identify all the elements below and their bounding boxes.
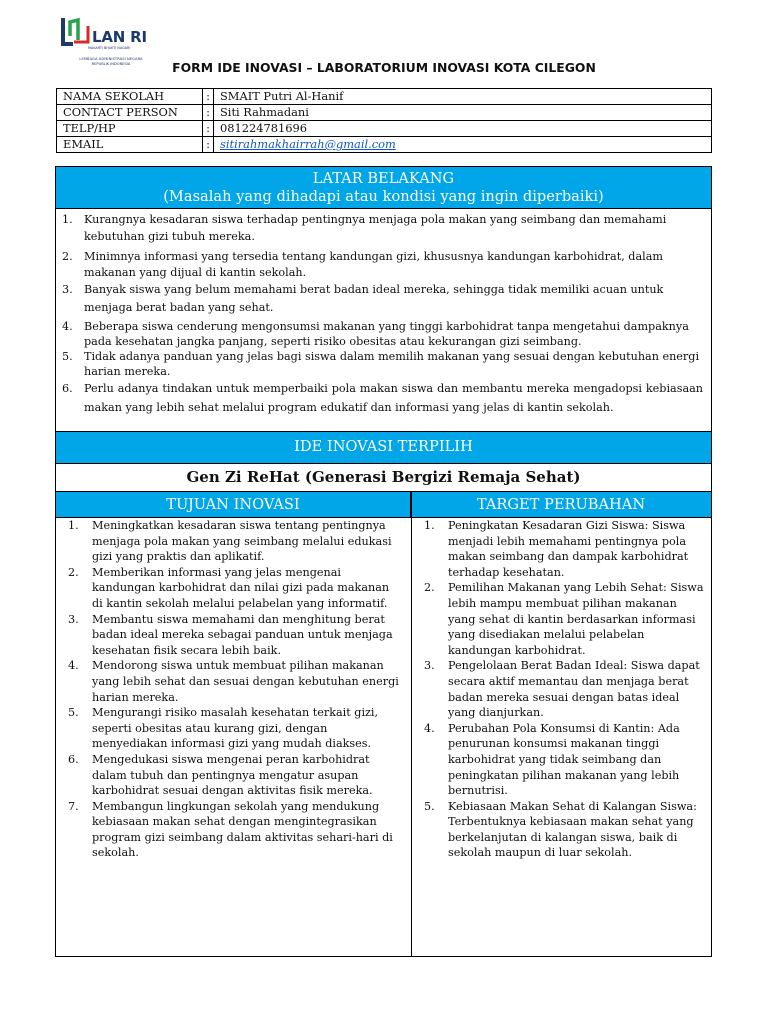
list-item: [56, 349, 703, 379]
list-item: [56, 705, 411, 752]
list-text: Meningkatkan kesadaran siswa tentang pentingnya menjaga pola makan yang seimbang melalui edukasi gizi yang praktis dan aplikatif.: [92, 519, 392, 564]
list-item: [56, 612, 411, 659]
list-text: Mendorong siswa untuk membuat pilihan makanan yang lebih sehat dan sesuai dengan kebutuhan energi harian mereka.: [92, 659, 399, 704]
list-item: [412, 799, 711, 861]
list-text: Membantu siswa memahami dan menghitung berat badan ideal mereka sebagai panduan untuk menjaga kesehatan fisik secara lebih baik.: [92, 612, 393, 657]
separator: :: [203, 105, 214, 121]
list-number: 3.: [424, 659, 435, 673]
list-text: Beberapa siswa cenderung mengonsumsi makanan yang tinggi karbohidrat tanpa mengetahui dampaknya pada kesehatan jangka panjang, seperti risiko obesitas atau kekurangan gizi seimbang.: [84, 320, 689, 348]
list-text: Kurangnya kesadaran siswa terhadap pentingnya menjaga pola makan yang seimbang dan memahami kebutuhan gizi tubuh mereka.: [84, 213, 667, 243]
list-text: Pemilihan Makanan yang Lebih Sehat: Siswa lebih mampu membuat pilihan makanan yang sehat di kantin berdasarkan informasi yang disediakan melalui pelabelan kandungan karbohidrat.: [448, 581, 704, 657]
list-number: 4.: [424, 721, 435, 735]
phone-label: TELP/HP: [57, 121, 203, 137]
list-number: 2.: [68, 565, 79, 579]
list-item: [56, 249, 703, 281]
list-number: 2.: [424, 581, 435, 595]
list-number: 5.: [68, 706, 79, 720]
list-text: Banyak siswa yang belum memahami berat badan ideal mereka, sehingga tidak memiliki acuan untuk menjaga berat badan yang sehat.: [84, 283, 664, 314]
separator: :: [203, 137, 214, 153]
list-text: Peningkatan Kesadaran Gizi Siswa: Siswa menjadi lebih memahami pentingnya pola makan seimbang dan dampak karbohidrat terhadap kesehatan.: [448, 519, 689, 579]
list-text: Membangun lingkungan sekolah yang mendukung kebiasaan makan sehat dengan mengintegrasikan program gizi seimbang dalam aktivitas sehari-hari di sekolah.: [92, 799, 393, 860]
list-text: Minimnya informasi yang tersedia tentang kandungan gizi, khususnya kandungan karbohidrat, dalam makanan yang dijual di kantin sekolah.: [84, 250, 663, 279]
innovation-form-box: [55, 166, 712, 957]
list-number: 4.: [68, 659, 79, 673]
lan-ri-logo: [60, 14, 152, 66]
list-number: 3.: [62, 283, 73, 296]
list-text: Tidak adanya panduan yang jelas bagi siswa dalam memilih makanan yang sesuai dengan kebutuhan energi harian mereka.: [84, 350, 700, 378]
lan-ri-emblem-icon: [60, 14, 94, 48]
table-row: [57, 137, 712, 153]
list-number: 6.: [62, 382, 73, 395]
table-row: [57, 121, 712, 137]
list-number: 4.: [62, 320, 73, 333]
list-item: [412, 658, 711, 720]
list-number: 5.: [62, 350, 73, 363]
list-item: [412, 518, 711, 580]
target-perubahan-list: [412, 518, 711, 861]
list-item: [56, 281, 703, 317]
list-item: [56, 799, 411, 861]
email-cell: [214, 137, 712, 153]
list-text: Mengedukasi siswa mengenai peran karbohidrat dalam tubuh dan pentingnya mengatur asupan karbohidrat sesuai dengan aktivitas fisik mereka.: [92, 752, 373, 798]
separator: :: [203, 89, 214, 105]
list-item: [56, 752, 411, 799]
list-number: 2.: [62, 250, 73, 263]
list-item: [56, 658, 411, 705]
page-title: FORM IDE INOVASI – LABORATORIUM INOVASI KOTA CILEGON: [172, 60, 596, 75]
list-number: 1.: [68, 519, 79, 532]
list-item: [56, 379, 703, 417]
latar-belakang-header: [56, 167, 711, 209]
list-number: 7.: [68, 799, 79, 813]
table-row: [57, 89, 712, 105]
list-item: [412, 580, 711, 658]
innovation-name: Gen Zi ReHat (Generasi Bergizi Remaja Sehat): [56, 464, 711, 492]
list-item: [56, 518, 411, 565]
latar-belakang-title: LATAR BELAKANG: [312, 170, 455, 187]
list-number: 1.: [62, 213, 73, 226]
logo-tagline: MAKARTI BHAKTI NAGARI: [88, 46, 131, 50]
list-item: [56, 211, 703, 245]
logo-subtitle-2: REPUBLIK INDONESIA: [91, 62, 131, 66]
contact-person-value: Siti Rahmadani: [214, 105, 712, 121]
list-number: 3.: [68, 612, 79, 626]
list-text: Memberikan informasi yang jelas mengenai kandungan karbohidrat dan nilai gizi pada makanan di kantin sekolah melalui pelabelan yang informatif.: [92, 565, 390, 610]
tujuan-inovasi-list: [56, 518, 411, 861]
target-perubahan-header: TARGET PERUBAHAN: [411, 492, 711, 518]
list-number: 5.: [424, 799, 435, 813]
ide-inovasi-header: IDE INOVASI TERPILIH: [56, 431, 711, 464]
latar-belakang-list: [56, 209, 711, 417]
contact-person-label: CONTACT PERSON: [57, 105, 203, 121]
logo-text: LAN RI: [92, 28, 147, 46]
list-item: [56, 565, 411, 612]
separator: :: [203, 121, 214, 137]
logo-subtitle-1: LEMBAGA ADMINISTRASI NEGARA: [79, 57, 143, 61]
phone-value: 081224781696: [214, 121, 712, 137]
list-text: Kebiasaan Makan Sehat di Kalangan Siswa: Terbentuknya kebiasaan makan sehat yang berkelanjutan di kalangan siswa, baik di sekolah maupun di luar sekolah.: [448, 799, 697, 860]
list-number: 1.: [424, 519, 435, 532]
school-name-value: SMAIT Putri Al-Hanif: [214, 89, 712, 105]
school-name-label: NAMA SEKOLAH: [57, 89, 203, 105]
latar-belakang-subtitle: (Masalah yang dihadapi atau kondisi yang ingin diperbaiki): [163, 188, 604, 205]
email-label: EMAIL: [57, 137, 203, 153]
list-text: Pengelolaan Berat Badan Ideal: Siswa dapat secara aktif memantau dan menjaga berat badan mereka sesuai dengan batas ideal yang dianjurkan.: [448, 659, 700, 720]
list-number: 6.: [68, 752, 79, 766]
school-info-table: [56, 88, 712, 153]
list-item: [56, 319, 703, 349]
list-text: Perubahan Pola Konsumsi di Kantin: Ada penurunan konsumsi makanan tinggi karbohidrat yang tidak seimbang dan peningkatan pilihan makanan yang lebih bernutrisi.: [448, 721, 680, 798]
list-text: Mengurangi risiko masalah kesehatan terkait gizi, seperti obesitas atau kurang gizi, dengan menyediakan informasi gizi yang mudah diakses.: [92, 706, 379, 751]
email-link[interactable]: sitirahmakhairrah@gmail.com: [220, 137, 396, 151]
table-row: [57, 105, 712, 121]
list-text: Perlu adanya tindakan untuk memperbaiki pola makan siswa dan membantu mereka mengadopsi kebiasaan makan yang lebih sehat melalui program edukatif dan informasi yang jelas di kantin sekolah.: [84, 382, 703, 414]
tujuan-inovasi-header: TUJUAN INOVASI: [56, 492, 411, 518]
list-item: [412, 721, 711, 799]
